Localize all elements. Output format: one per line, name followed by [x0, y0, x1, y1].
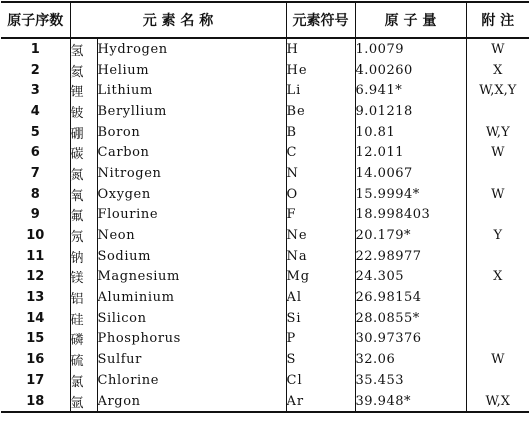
atomic-mass-cell: 39.948*: [355, 391, 466, 413]
english-name-cell: Phosphorus: [97, 329, 286, 350]
english-name-cell: Flourine: [97, 205, 286, 226]
note-cell: W: [466, 184, 529, 205]
atomic-mass-cell: 10.81: [355, 122, 466, 143]
chinese-name-cell: 氯: [70, 370, 97, 391]
chinese-name-cell: 氢: [70, 38, 97, 60]
note-cell: [466, 287, 529, 308]
table-row: [1, 308, 529, 329]
table-row: [1, 329, 529, 350]
atomic-number-cell: 3: [1, 80, 70, 101]
atomic-number-cell: 4: [1, 101, 70, 122]
table-row: [1, 349, 529, 370]
english-name-cell: Lithium: [97, 80, 286, 101]
symbol-cell: O: [286, 184, 355, 205]
atomic-mass-cell: 18.998403: [355, 205, 466, 226]
atomic-mass-cell: 32.06: [355, 349, 466, 370]
atomic-number-cell: 5: [1, 122, 70, 143]
note-cell: Y: [466, 225, 529, 246]
atomic-mass-cell: 4.00260: [355, 60, 466, 81]
chinese-name-cell: 氧: [70, 184, 97, 205]
symbol-cell: H: [286, 38, 355, 60]
table-row: [1, 370, 529, 391]
symbol-cell: Na: [286, 246, 355, 267]
chinese-name-cell: 铍: [70, 101, 97, 122]
note-cell: [466, 205, 529, 226]
symbol-cell: Li: [286, 80, 355, 101]
table-row: [1, 267, 529, 288]
english-name-cell: Carbon: [97, 142, 286, 163]
chinese-name-cell: 硅: [70, 308, 97, 329]
symbol-cell: P: [286, 329, 355, 350]
atomic-mass-cell: 22.98977: [355, 246, 466, 267]
note-cell: W: [466, 349, 529, 370]
table-body: [1, 38, 529, 412]
symbol-cell: Be: [286, 101, 355, 122]
chinese-name-cell: 硫: [70, 349, 97, 370]
note-cell: [466, 329, 529, 350]
atomic-mass-cell: 35.453: [355, 370, 466, 391]
note-cell: W,X,Y: [466, 80, 529, 101]
symbol-cell: Cl: [286, 370, 355, 391]
table-row: [1, 225, 529, 246]
chinese-name-cell: 氟: [70, 205, 97, 226]
note-cell: [466, 308, 529, 329]
symbol-cell: He: [286, 60, 355, 81]
header-atomic-number: 原子序数: [1, 2, 70, 38]
note-cell: X: [466, 60, 529, 81]
chinese-name-cell: 氦: [70, 60, 97, 81]
symbol-cell: C: [286, 142, 355, 163]
header-element-name: 元 素 名 称: [70, 2, 286, 38]
symbol-cell: Ar: [286, 391, 355, 413]
english-name-cell: Oxygen: [97, 184, 286, 205]
chinese-name-cell: 碳: [70, 142, 97, 163]
english-name-cell: Silicon: [97, 308, 286, 329]
note-cell: W,X: [466, 391, 529, 413]
chinese-name-cell: 锂: [70, 80, 97, 101]
table-row: [1, 122, 529, 143]
english-name-cell: Sulfur: [97, 349, 286, 370]
english-name-cell: Hydrogen: [97, 38, 286, 60]
symbol-cell: F: [286, 205, 355, 226]
atomic-number-cell: 6: [1, 142, 70, 163]
english-name-cell: Aluminium: [97, 287, 286, 308]
atomic-mass-cell: 24.305: [355, 267, 466, 288]
english-name-cell: Neon: [97, 225, 286, 246]
atomic-number-cell: 7: [1, 163, 70, 184]
atomic-number-cell: 1: [1, 38, 70, 60]
english-name-cell: Argon: [97, 391, 286, 413]
table-row: [1, 38, 529, 60]
table-row: [1, 163, 529, 184]
chinese-name-cell: 氖: [70, 225, 97, 246]
atomic-mass-cell: 28.0855*: [355, 308, 466, 329]
header-atomic-mass: 原 子 量: [355, 2, 466, 38]
symbol-cell: Mg: [286, 267, 355, 288]
english-name-cell: Sodium: [97, 246, 286, 267]
atomic-number-cell: 12: [1, 267, 70, 288]
atomic-number-cell: 15: [1, 329, 70, 350]
atomic-number-cell: 9: [1, 205, 70, 226]
note-cell: X: [466, 267, 529, 288]
header-note: 附 注: [466, 2, 529, 38]
chinese-name-cell: 磷: [70, 329, 97, 350]
atomic-number-cell: 18: [1, 391, 70, 413]
english-name-cell: Helium: [97, 60, 286, 81]
atomic-number-cell: 16: [1, 349, 70, 370]
table-header-row: [1, 2, 529, 38]
atomic-number-cell: 2: [1, 60, 70, 81]
chinese-name-cell: 镁: [70, 267, 97, 288]
table-row: [1, 184, 529, 205]
note-cell: [466, 246, 529, 267]
atomic-mass-cell: 15.9994*: [355, 184, 466, 205]
table-row: [1, 287, 529, 308]
chinese-name-cell: 钠: [70, 246, 97, 267]
note-cell: W: [466, 38, 529, 60]
chinese-name-cell: 氮: [70, 163, 97, 184]
atomic-number-cell: 11: [1, 246, 70, 267]
chinese-name-cell: 铝: [70, 287, 97, 308]
atomic-number-cell: 10: [1, 225, 70, 246]
chinese-name-cell: 氩: [70, 391, 97, 413]
header-symbol: 元素符号: [286, 2, 355, 38]
english-name-cell: Nitrogen: [97, 163, 286, 184]
english-name-cell: Chlorine: [97, 370, 286, 391]
chinese-name-cell: 硼: [70, 122, 97, 143]
english-name-cell: Boron: [97, 122, 286, 143]
table-row: [1, 142, 529, 163]
atomic-mass-cell: 26.98154: [355, 287, 466, 308]
symbol-cell: N: [286, 163, 355, 184]
symbol-cell: Si: [286, 308, 355, 329]
symbol-cell: Ne: [286, 225, 355, 246]
atomic-number-cell: 14: [1, 308, 70, 329]
english-name-cell: Beryllium: [97, 101, 286, 122]
atomic-mass-cell: 1.0079: [355, 38, 466, 60]
table-row: [1, 205, 529, 226]
note-cell: [466, 163, 529, 184]
atomic-mass-cell: 6.941*: [355, 80, 466, 101]
english-name-cell: Magnesium: [97, 267, 286, 288]
note-cell: [466, 370, 529, 391]
element-table: [1, 1, 529, 413]
symbol-cell: Al: [286, 287, 355, 308]
symbol-cell: B: [286, 122, 355, 143]
atomic-number-cell: 13: [1, 287, 70, 308]
table-row: [1, 80, 529, 101]
table-row: [1, 246, 529, 267]
atomic-mass-cell: 30.97376: [355, 329, 466, 350]
table-row: [1, 60, 529, 81]
atomic-mass-cell: 20.179*: [355, 225, 466, 246]
atomic-mass-cell: 9.01218: [355, 101, 466, 122]
atomic-number-cell: 17: [1, 370, 70, 391]
table-row: [1, 101, 529, 122]
atomic-number-cell: 8: [1, 184, 70, 205]
atomic-mass-cell: 12.011: [355, 142, 466, 163]
symbol-cell: S: [286, 349, 355, 370]
table-row: [1, 391, 529, 413]
note-cell: [466, 101, 529, 122]
note-cell: W,Y: [466, 122, 529, 143]
note-cell: W: [466, 142, 529, 163]
atomic-mass-cell: 14.0067: [355, 163, 466, 184]
